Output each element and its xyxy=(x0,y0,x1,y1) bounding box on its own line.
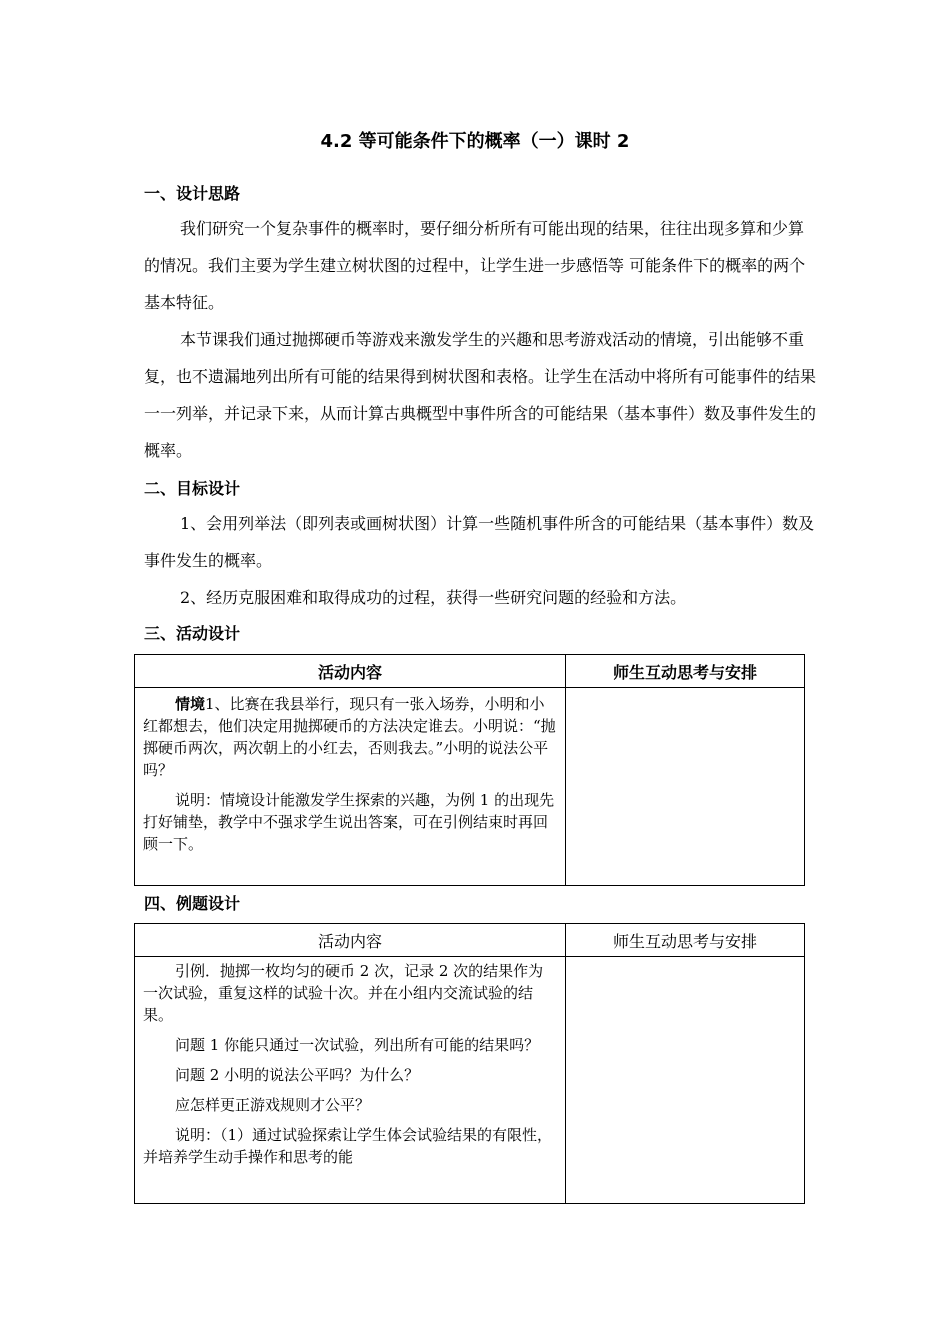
column-header: 师生互动思考与安排 xyxy=(566,924,805,957)
situation-label: 情境 xyxy=(175,695,206,713)
paragraph: 2、经历克服困难和取得成功的过程，获得一些研究问题的经验和方法。 xyxy=(180,588,687,607)
note-paragraph: 说明：情境设计能激发学生探索的兴趣，为例 1 的出现先打好铺垫，教学中不强求学生说出答案，可在引例结束时再回顾一下。 xyxy=(143,791,555,853)
section-heading-example-design: 四、例题设计 xyxy=(144,894,241,913)
question-3: 应怎样更正游戏规则才公平？ xyxy=(175,1096,371,1114)
situation-text: 1、比赛在我县举行，现只有一张入场券，小明和小红都想去，他们决定用抛掷硬币的方法决定谁去。小明说：“抛掷硬币两次，两次朝上的小红去，否则我去。”小明的说法公平吗？ xyxy=(143,695,556,779)
table-cell xyxy=(135,688,566,886)
section-heading-goal-design: 二、目标设计 xyxy=(144,479,241,498)
column-header: 活动内容 xyxy=(135,655,566,688)
question-2: 问题 2 小明的说法公平吗？为什么？ xyxy=(175,1066,420,1084)
situation-paragraph xyxy=(135,693,565,781)
table-cell xyxy=(135,957,566,1204)
intro-paragraph: 引例．抛掷一枚均匀的硬币 2 次，记录 2 次的结果作为一次试验，重复这样的试验十次。并在小组内交流试验的结果。 xyxy=(143,962,544,1024)
paragraph: 我们研究一个复杂事件的概率时，要仔细分析所有可能出现的结果，往往出现多算和少算的情况。我们主要为学生建立树状图的过程中，让学生进一步感悟等 可能条件下的概率的两个基本特征。 xyxy=(144,219,806,312)
column-header: 师生互动思考与安排 xyxy=(566,655,805,688)
column-header: 活动内容 xyxy=(135,924,566,957)
table-cell xyxy=(566,688,805,886)
question-1: 问题 1 你能只通过一次试验，列出所有可能的结果吗？ xyxy=(175,1036,540,1054)
section-heading-design-idea: 一、设计思路 xyxy=(144,184,241,203)
table-cell xyxy=(566,957,805,1204)
example-table xyxy=(134,923,805,1204)
activity-table xyxy=(134,654,805,886)
page-title: 4.2 等可能条件下的概率（一）课时 2 xyxy=(320,131,630,152)
section-heading-activity-design: 三、活动设计 xyxy=(144,624,241,643)
note-paragraph: 说明：（1）通过试验探索让学生体会试验结果的有限性，并培养学生动手操作和思考的能 xyxy=(143,1126,553,1166)
paragraph: 本节课我们通过抛掷硬币等游戏来激发学生的兴趣和思考游戏活动的情境，引出能够不重复，也不遗漏地列出所有可能的结果得到树状图和表格。让学生在活动中将所有可能事件的结果一一列举，并记录下来，从而计算古典概型中事件所含的可能结果（基本事件）数及事件发生的概率。 xyxy=(144,330,817,460)
paragraph: 1、会用列举法（即列表或画树状图）计算一些随机事件所含的可能结果（基本事件）数及事件发生的概率。 xyxy=(144,514,815,570)
